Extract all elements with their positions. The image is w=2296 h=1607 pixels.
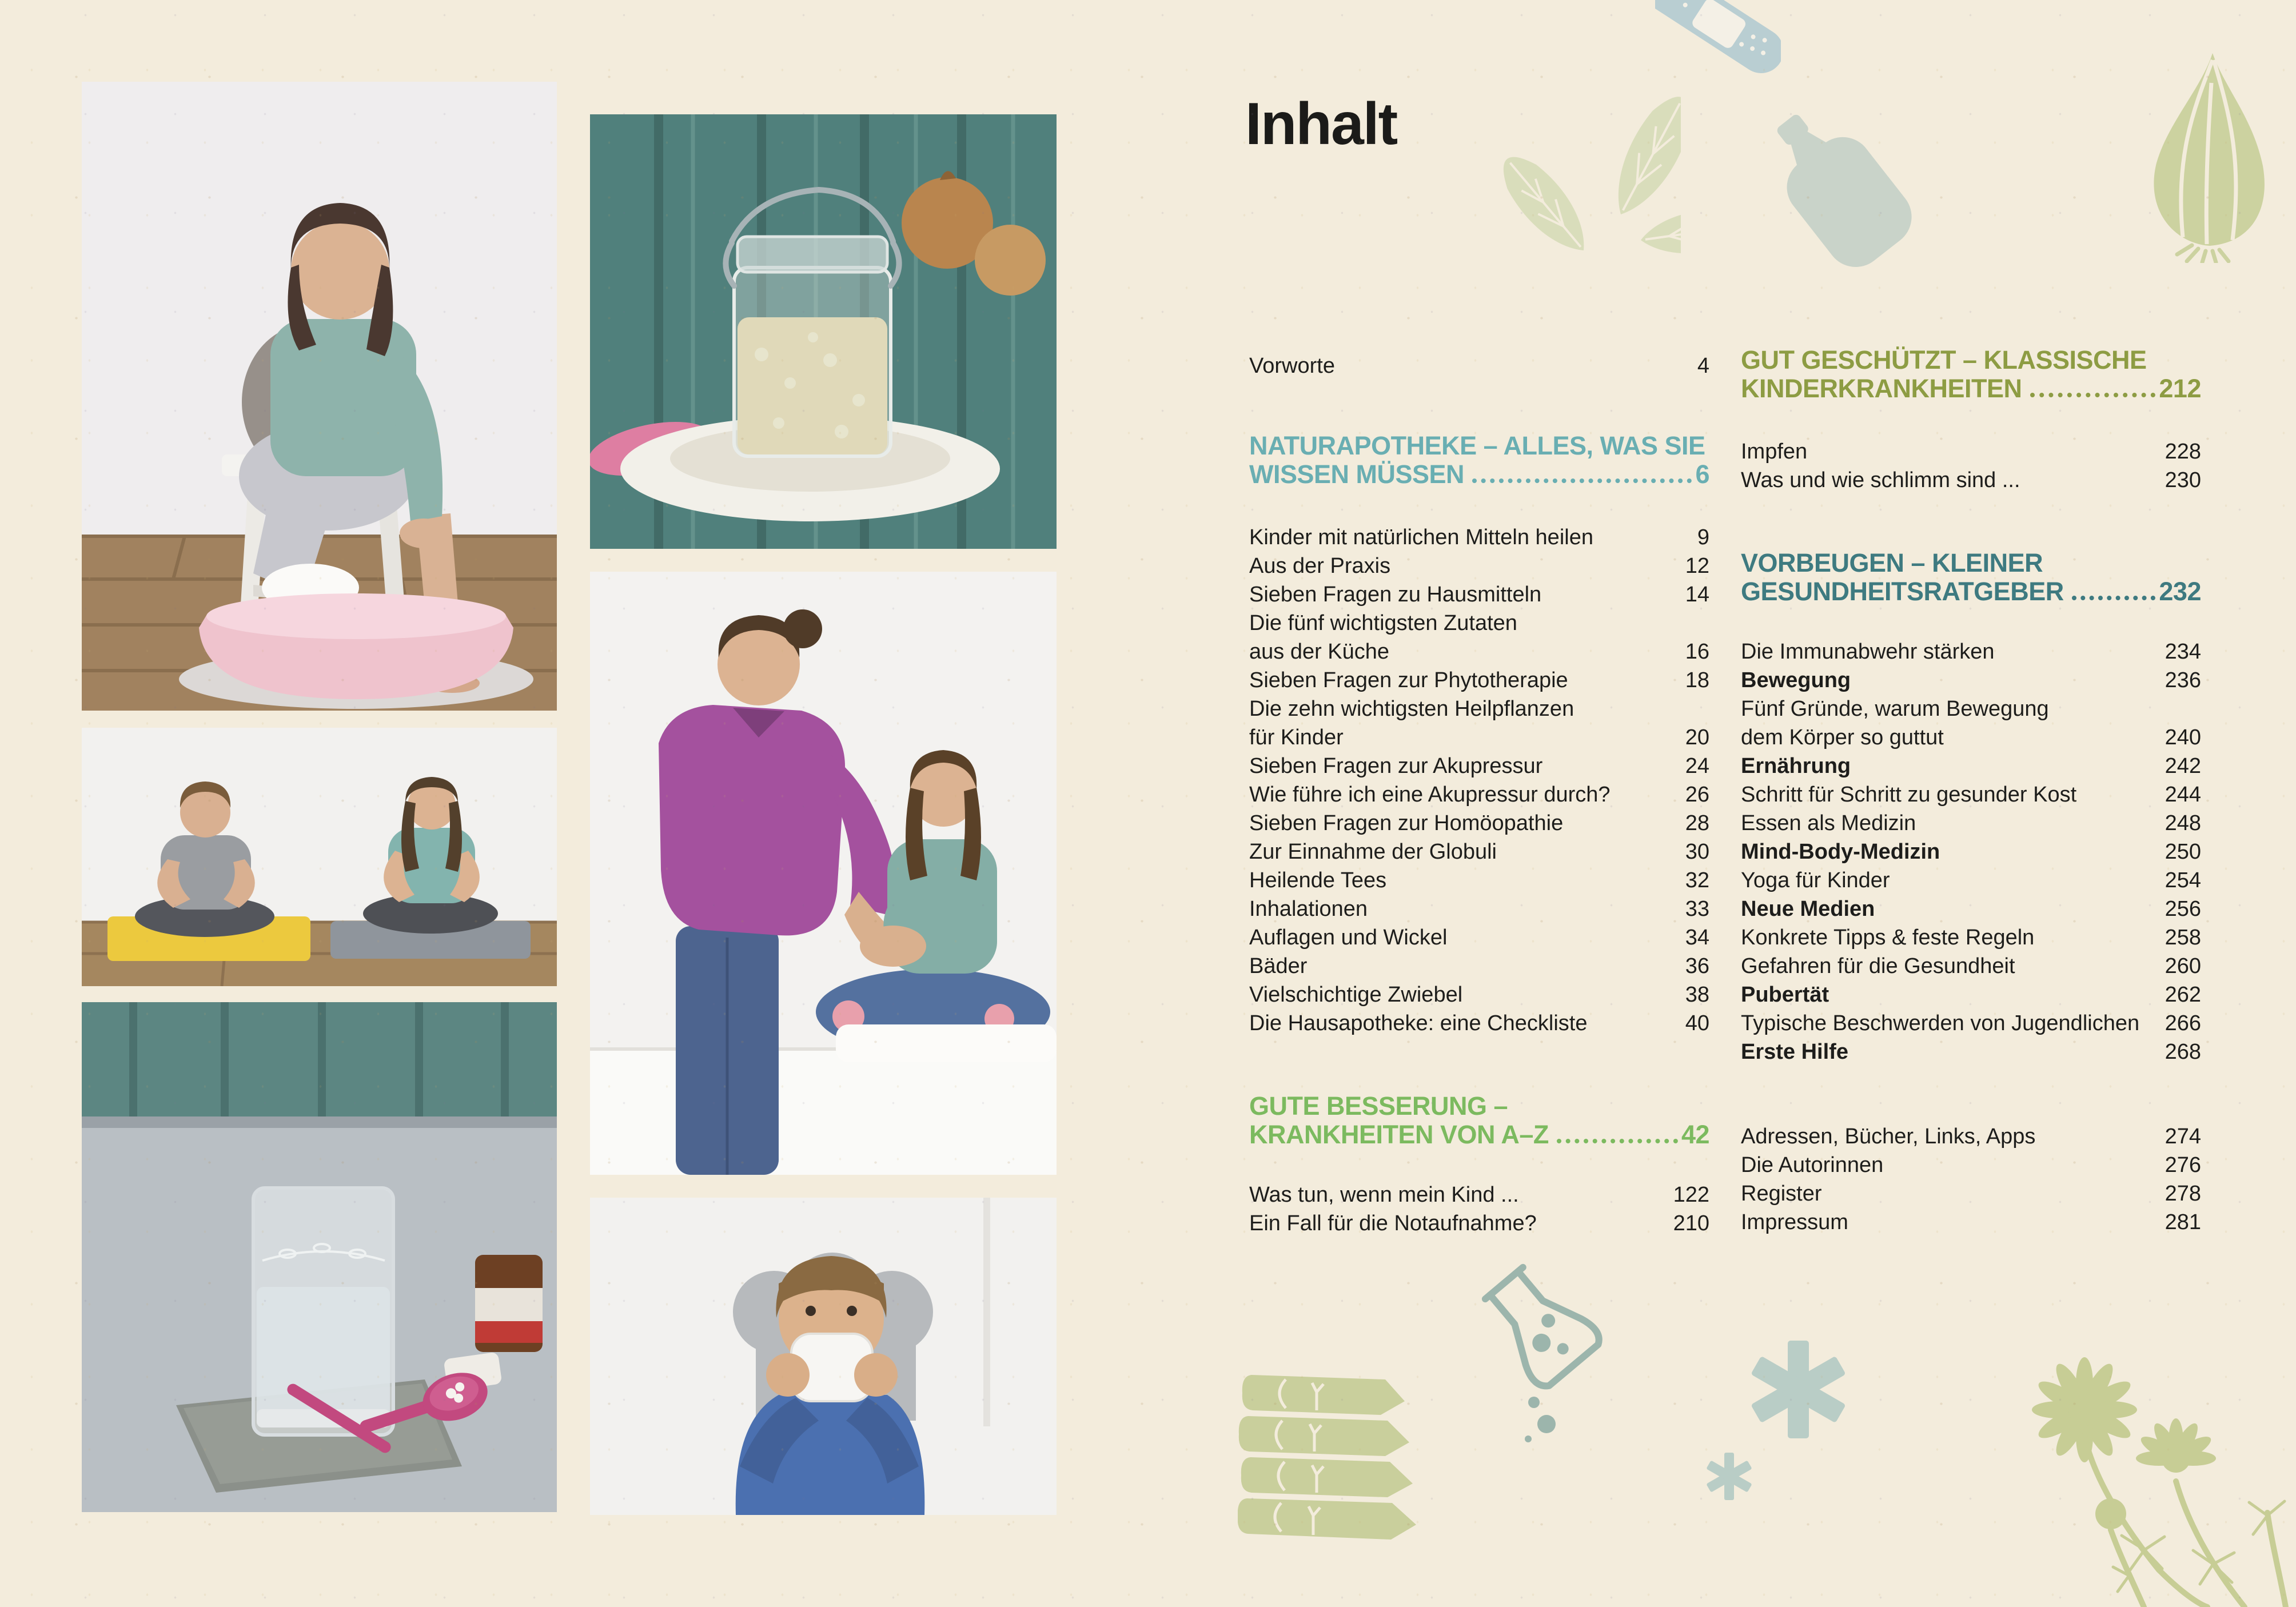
toc-entry xyxy=(1741,838,2201,866)
toc-entry xyxy=(1249,552,1709,580)
toc-label: Bäder xyxy=(1249,954,1308,978)
toc-label: Register xyxy=(1741,1182,1822,1206)
page-number: 28 xyxy=(1685,811,1709,835)
hot-water-bottle-icon xyxy=(1761,100,1915,277)
page-number: 258 xyxy=(2165,926,2201,950)
page-number: 40 xyxy=(1685,1011,1709,1035)
toc-label: Yoga für Kinder xyxy=(1741,868,1890,892)
toc-label: Sieben Fragen zu Hausmitteln xyxy=(1249,583,1542,607)
toc-label: Ernährung xyxy=(1741,754,1851,778)
page-number: 122 xyxy=(1673,1183,1709,1207)
toc-label: Aus der Praxis xyxy=(1249,554,1391,578)
toc-entry xyxy=(1249,809,1709,838)
dotted-leader xyxy=(1557,1139,1678,1143)
toc-entry xyxy=(1741,437,2201,466)
page-number: 33 xyxy=(1685,897,1709,921)
toc-entry xyxy=(1741,952,2201,980)
toc-entry xyxy=(1741,866,2201,895)
toc-entry xyxy=(1741,780,2201,809)
toc-label: Konkrete Tipps & feste Regeln xyxy=(1741,926,2035,950)
asterisk-large-icon xyxy=(1748,1339,1848,1439)
toc-label: Die Immunabwehr stärken xyxy=(1741,640,1995,664)
toc-section-heading xyxy=(1741,549,2201,577)
toc-section-heading xyxy=(1741,374,2201,403)
toc-entry xyxy=(1249,838,1709,866)
toc-label: Pubertät xyxy=(1741,983,1829,1007)
page-number: 262 xyxy=(2165,983,2201,1007)
page-number: 281 xyxy=(2165,1210,2201,1234)
toc-section-heading xyxy=(1249,1120,1709,1149)
photo-boy-drinking xyxy=(590,1198,1057,1515)
page-number: 38 xyxy=(1685,983,1709,1007)
toc-label: Impfen xyxy=(1741,440,1808,464)
toc-label: Essen als Medizin xyxy=(1741,811,1916,835)
toc-label: Kinder mit natürlichen Mitteln heilen xyxy=(1249,525,1593,549)
toc-entry xyxy=(1741,980,2201,1009)
photo-onion-jar xyxy=(590,114,1057,549)
toc-label: Was tun, wenn mein Kind ... xyxy=(1249,1183,1519,1207)
page-number: 232 xyxy=(2159,577,2201,606)
page-number: 278 xyxy=(2165,1182,2201,1206)
toc-entry xyxy=(1249,1009,1709,1038)
toc-label: Inhalationen xyxy=(1249,897,1368,921)
toc-label: dem Körper so guttut xyxy=(1741,725,1944,749)
onion-icon xyxy=(2115,49,2296,263)
page-title: Inhalt xyxy=(1245,91,1397,157)
page-number: 24 xyxy=(1685,754,1709,778)
toc-label: Adressen, Bücher, Links, Apps xyxy=(1741,1124,2036,1149)
toc-label: Zur Einnahme der Globuli xyxy=(1249,840,1497,864)
page-number: 234 xyxy=(2165,640,2201,664)
toc-section-heading xyxy=(1741,577,2201,606)
page-number: 266 xyxy=(2165,1011,2201,1035)
page-number: 212 xyxy=(2159,374,2201,403)
toc-label: WISSEN MÜSSEN xyxy=(1249,460,1465,489)
toc-label: Bewegung xyxy=(1741,668,1851,692)
toc-label: Was und wie schlimm sind ... xyxy=(1741,468,2020,492)
page-number: 16 xyxy=(1685,640,1709,664)
mint-leaves-icon xyxy=(1452,69,1681,257)
toc-entry xyxy=(1741,809,2201,838)
page-number: 268 xyxy=(2165,1040,2201,1064)
page-number: 42 xyxy=(1681,1120,1709,1149)
toc-label: Vielschichtige Zwiebel xyxy=(1249,983,1463,1007)
page-number: 276 xyxy=(2165,1153,2201,1177)
toc-entry xyxy=(1741,637,2201,666)
toc-entry xyxy=(1741,752,2201,780)
chamomile-flowers-icon xyxy=(1999,1324,2296,1607)
toc-entry xyxy=(1249,666,1709,695)
toc-entry xyxy=(1249,952,1709,980)
toc-label: KRANKHEITEN VON A–Z xyxy=(1249,1120,1549,1149)
toc-entry xyxy=(1249,866,1709,895)
photo-girl-footbath xyxy=(82,82,557,711)
toc-entry xyxy=(1741,695,2201,723)
page-number: 18 xyxy=(1685,668,1709,692)
toc-entry xyxy=(1249,695,1709,723)
toc-entry xyxy=(1249,1209,1709,1238)
toc-column-right xyxy=(1741,346,2201,1237)
toc-label: VORBEUGEN – KLEINER xyxy=(1741,548,2043,577)
toc-entry xyxy=(1249,980,1709,1009)
page-number: 240 xyxy=(2165,725,2201,749)
toc-label: KINDERKRANKHEITEN xyxy=(1741,374,2022,403)
page-number: 228 xyxy=(2165,440,2201,464)
toc-label: Die zehn wichtigsten Heilpflanzen xyxy=(1249,697,1574,721)
toc-entry xyxy=(1249,895,1709,923)
flask-icon xyxy=(1461,1255,1615,1443)
toc-label: Schritt für Schritt zu gesunder Kost xyxy=(1741,783,2077,807)
toc-label: GUTE BESSERUNG – xyxy=(1249,1091,1508,1120)
page-number: 210 xyxy=(1673,1211,1709,1235)
toc-entry xyxy=(1741,1122,2201,1151)
page-number: 244 xyxy=(2165,783,2201,807)
toc-entry xyxy=(1249,352,1709,380)
toc-entry xyxy=(1741,466,2201,495)
page-number: 32 xyxy=(1685,868,1709,892)
page-number: 248 xyxy=(2165,811,2201,835)
toc-label: Mind-Body-Medizin xyxy=(1741,840,1940,864)
toc-entry xyxy=(1741,1208,2201,1237)
toc-entry xyxy=(1741,1009,2201,1038)
asterisk-small-icon xyxy=(1705,1452,1753,1501)
page-number: 30 xyxy=(1685,840,1709,864)
toc-entry xyxy=(1249,523,1709,552)
toc-label: Die Autorinnen xyxy=(1741,1153,1884,1177)
page-number: 242 xyxy=(2165,754,2201,778)
page-number: 254 xyxy=(2165,868,2201,892)
toc-label: Die fünf wichtigsten Zutaten xyxy=(1249,611,1517,635)
toc-label: Typische Beschwerden von Jugendlichen xyxy=(1741,1011,2140,1035)
photo-children-yoga xyxy=(82,728,557,986)
page-number: 9 xyxy=(1697,525,1709,549)
toc-label: Vorworte xyxy=(1249,354,1335,378)
toc-label: Sieben Fragen zur Homöopathie xyxy=(1249,811,1564,835)
towel-stack-icon xyxy=(1238,1375,1421,1544)
toc-entry xyxy=(1741,723,2201,752)
page-number: 274 xyxy=(2165,1124,2201,1149)
page-number: 236 xyxy=(2165,668,2201,692)
toc-entry xyxy=(1249,609,1709,637)
toc-label: Sieben Fragen zur Akupressur xyxy=(1249,754,1543,778)
toc-entry xyxy=(1741,1038,2201,1066)
toc-label: Heilende Tees xyxy=(1249,868,1387,892)
page-number: 14 xyxy=(1685,583,1709,607)
toc-entry xyxy=(1741,1151,2201,1179)
toc-label: Ein Fall für die Notaufnahme? xyxy=(1249,1211,1537,1235)
toc-column-left xyxy=(1249,352,1709,1238)
page-number: 26 xyxy=(1685,783,1709,807)
toc-section-heading xyxy=(1249,1092,1709,1120)
page-number: 250 xyxy=(2165,840,2201,864)
toc-entry xyxy=(1249,580,1709,609)
toc-label: Wie führe ich eine Akupressur durch? xyxy=(1249,783,1611,807)
page-number: 34 xyxy=(1685,926,1709,950)
toc-entry xyxy=(1741,666,2201,695)
toc-entry xyxy=(1249,752,1709,780)
dotted-leader xyxy=(2030,393,2156,397)
toc-label: Auflagen und Wickel xyxy=(1249,926,1448,950)
toc-entry xyxy=(1249,637,1709,666)
photo-water-glass-globuli xyxy=(82,1002,557,1512)
dotted-leader xyxy=(2072,596,2156,600)
toc-entry xyxy=(1249,780,1709,809)
toc-label: Erste Hilfe xyxy=(1741,1040,1848,1064)
page-number: 256 xyxy=(2165,897,2201,921)
toc-label: für Kinder xyxy=(1249,725,1344,749)
toc-entry xyxy=(1741,895,2201,923)
page-number: 20 xyxy=(1685,725,1709,749)
toc-label: GESUNDHEITSRATGEBER xyxy=(1741,577,2064,606)
dotted-leader xyxy=(1472,478,1692,483)
page-number: 36 xyxy=(1685,954,1709,978)
toc-label: Impressum xyxy=(1741,1210,1848,1234)
toc-label: GUT GESCHÜTZT – KLASSISCHE xyxy=(1741,345,2147,374)
toc-section-heading xyxy=(1741,346,2201,374)
toc-label: Gefahren für die Gesundheit xyxy=(1741,954,2015,978)
page-number: 4 xyxy=(1697,354,1709,378)
photo-hand-acupressure xyxy=(590,572,1057,1175)
toc-label: Sieben Fragen zur Phytotherapie xyxy=(1249,668,1568,692)
page-number: 6 xyxy=(1695,460,1709,489)
toc-entry xyxy=(1249,923,1709,952)
page-number: 230 xyxy=(2165,468,2201,492)
toc-section-heading xyxy=(1249,460,1709,489)
toc-entry xyxy=(1249,1181,1709,1209)
toc-section-heading xyxy=(1249,432,1709,460)
toc-entry xyxy=(1741,1179,2201,1208)
toc-entry xyxy=(1741,923,2201,952)
toc-label: Fünf Gründe, warum Bewegung xyxy=(1741,697,2049,721)
page-number: 12 xyxy=(1685,554,1709,578)
toc-label: NATURAPOTHEKE – ALLES, WAS SIE xyxy=(1249,431,1705,460)
toc-label: Die Hausapotheke: eine Checkliste xyxy=(1249,1011,1588,1035)
toc-entry xyxy=(1249,723,1709,752)
toc-label: aus der Küche xyxy=(1249,640,1390,664)
toc-label: Neue Medien xyxy=(1741,897,1875,921)
plaster-bandage-icon xyxy=(1655,0,1781,74)
page-number: 260 xyxy=(2165,954,2201,978)
